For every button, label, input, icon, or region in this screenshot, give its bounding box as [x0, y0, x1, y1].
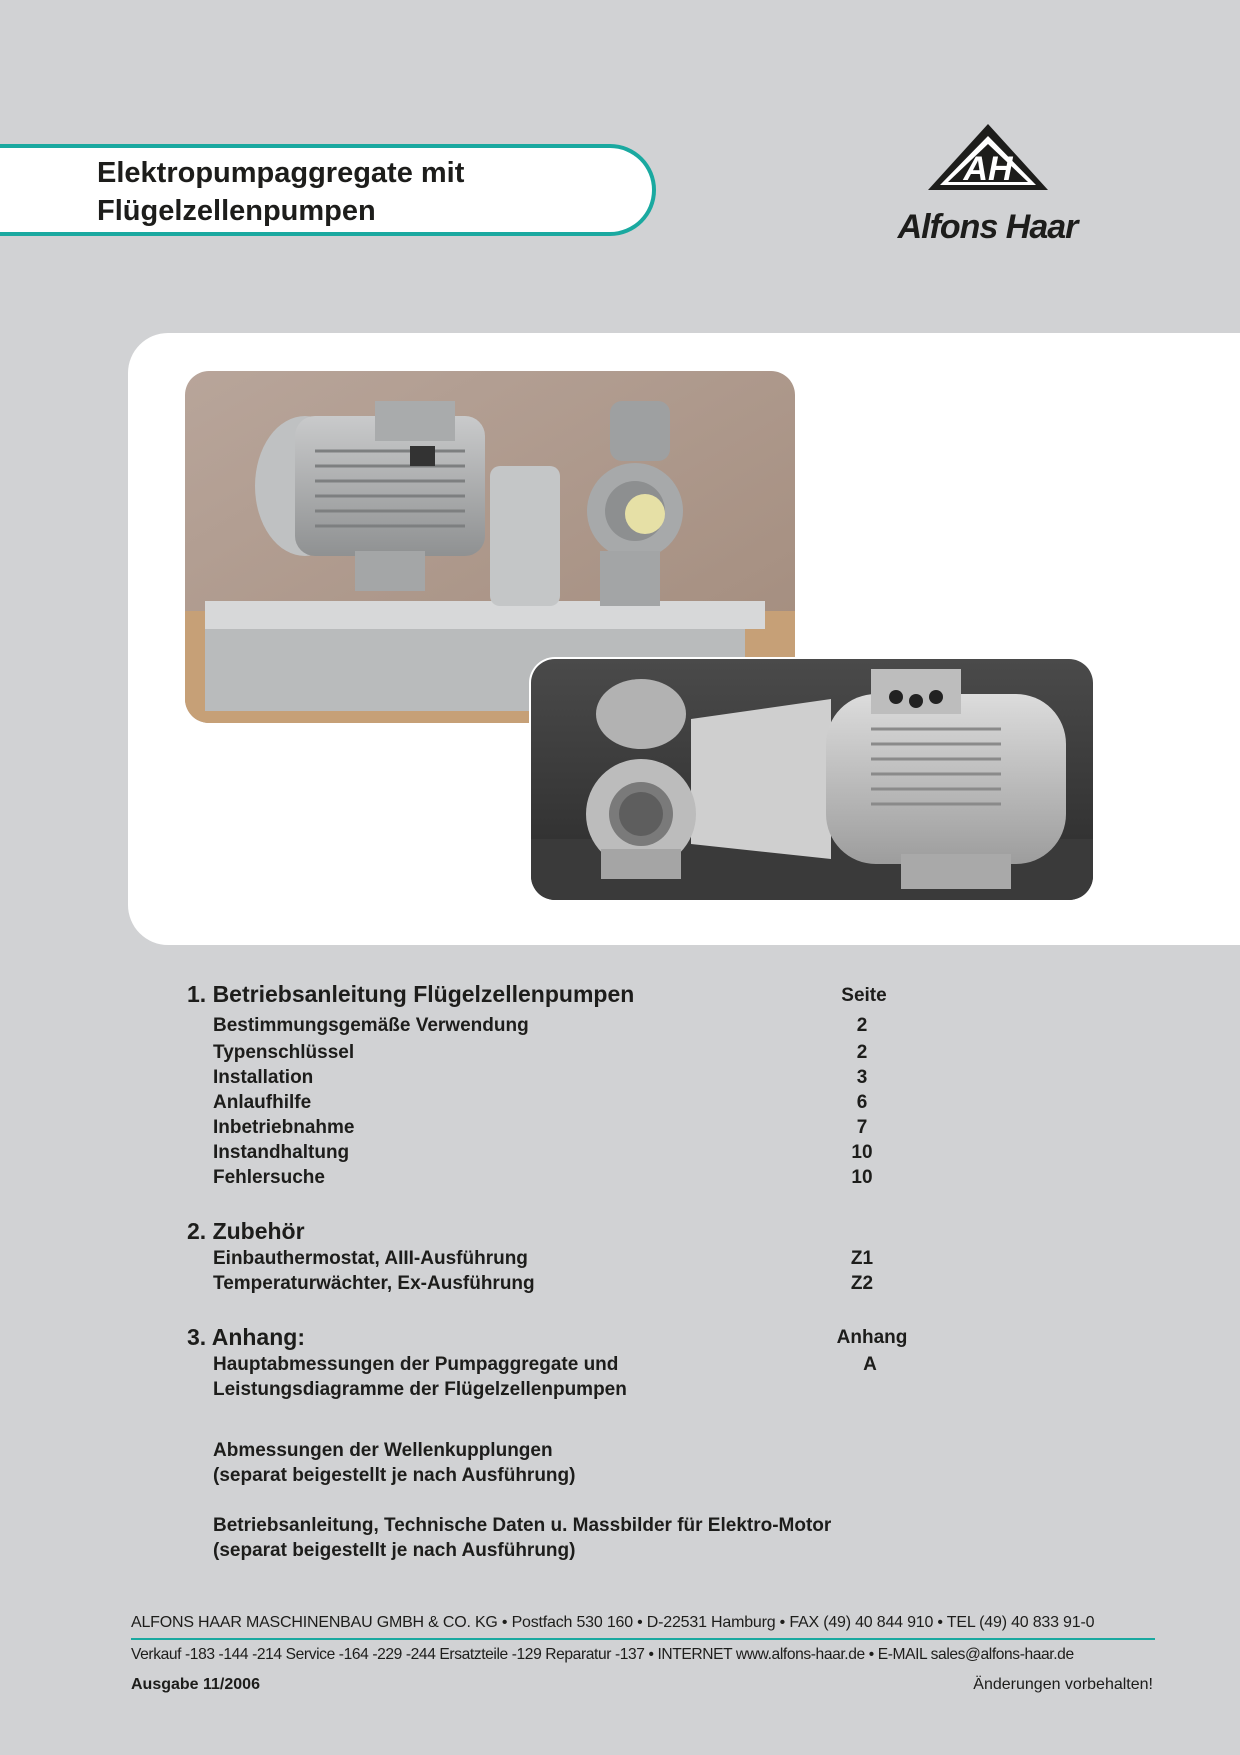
motor-pump-unit-photo — [531, 659, 1093, 900]
toc-item-page: 7 — [856, 1117, 868, 1138]
toc-section-heading: 2. Zubehör — [187, 1218, 305, 1244]
toc-item: Inbetriebnahme — [213, 1117, 355, 1138]
toc-item: Installation — [213, 1067, 314, 1088]
toc-item: Abmessungen der Wellenkupplungen — [213, 1440, 553, 1461]
toc-item: Instandhaltung — [213, 1142, 350, 1163]
toc-page-header: Anhang — [836, 1327, 908, 1348]
footer-divider — [131, 1638, 1155, 1640]
toc-item: Bestimmungsgemäße Verwendung — [213, 1015, 529, 1036]
toc-item-page: 2 — [856, 1042, 868, 1063]
toc-item: Hauptabmessungen der Pumpaggregate und — [213, 1354, 619, 1375]
title-line-1: Elektropumpaggregate mit — [97, 157, 465, 189]
toc-item-page: 2 — [856, 1015, 868, 1036]
toc-page-header: Seite — [841, 985, 887, 1006]
footer-contacts: Verkauf -183 -144 -214 Service -164 -229 -244 Ersatzteile -129 Reparatur -137 • INTERNET www.alfons-haar.de • E-MAIL sales@alfons-haar.de — [131, 1646, 1074, 1663]
toc-item-page: 6 — [856, 1092, 868, 1113]
footer-issue: Ausgabe 11/2006 — [131, 1676, 260, 1693]
toc-item: (separat beigestellt je nach Ausführung) — [213, 1540, 576, 1561]
toc-item: Anlaufhilfe — [213, 1092, 312, 1113]
toc-item: Betriebsanleitung, Technische Daten u. Massbilder für Elektro-Motor — [213, 1515, 832, 1536]
brand-name: Alfons Haar — [897, 208, 1078, 246]
toc-item-page: Z1 — [850, 1248, 874, 1269]
toc-item-page: 10 — [851, 1167, 873, 1188]
toc-item: Typenschlüssel — [213, 1042, 355, 1063]
toc-item: Einbauthermostat, AIII-Ausführung — [213, 1248, 528, 1269]
toc-item: (separat beigestellt je nach Ausführung) — [213, 1465, 576, 1486]
toc-item-page: Z2 — [850, 1273, 874, 1294]
toc-item-page: 3 — [856, 1067, 868, 1088]
toc-section-heading: 1. Betriebsanleitung Flügelzellenpumpen — [187, 981, 635, 1007]
footer-address: ALFONS HAAR MASCHINENBAU GMBH & CO. KG • Postfach 530 160 • D-22531 Hamburg • FAX (49) 40 844 910 • TEL (49) 40 833 91-0 — [131, 1614, 1095, 1631]
toc-item-page: A — [863, 1354, 877, 1375]
toc-item: Leistungsdiagramme der Flügelzellenpumpen — [213, 1379, 627, 1400]
footer-disclaimer: Änderungen vorbehalten! — [973, 1676, 1153, 1693]
toc-item: Temperaturwächter, Ex-Ausführung — [213, 1273, 535, 1294]
toc-item-page: 10 — [851, 1142, 873, 1163]
toc-item: Fehlersuche — [213, 1167, 325, 1188]
logo-letters: AH — [963, 150, 1013, 188]
title-line-2: Flügelzellenpumpen — [97, 195, 376, 227]
page-title — [97, 154, 464, 230]
toc-section-heading: 3. Anhang: — [187, 1324, 305, 1350]
